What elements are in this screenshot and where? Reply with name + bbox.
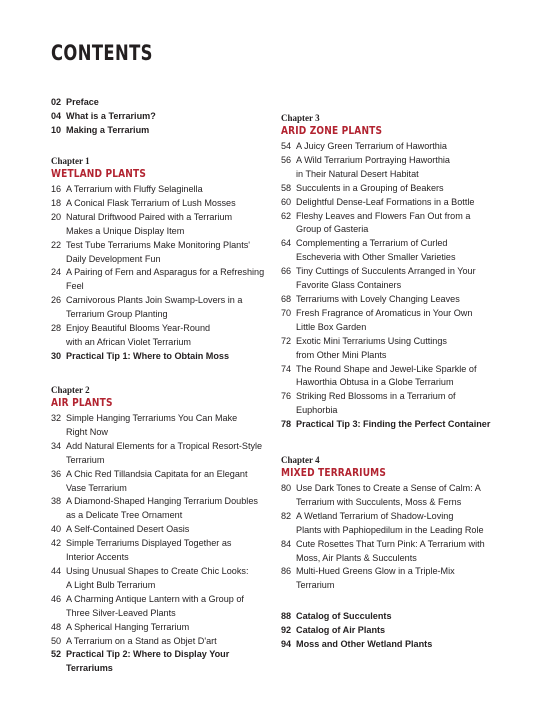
- page-number: 74: [281, 363, 292, 374]
- entry-title-line: Terrarium: [296, 580, 335, 591]
- page-number: 82: [281, 510, 292, 521]
- entry-title-line: Favorite Glass Containers: [296, 280, 402, 291]
- toc-entry: [281, 418, 501, 432]
- entry-title: What is a Terrarium?: [66, 110, 156, 121]
- entry-title-line: in Their Natural Desert Habitat: [296, 168, 419, 179]
- toc-entry: [281, 510, 501, 538]
- toc-entry: [281, 363, 501, 391]
- chapter-3-section: [281, 113, 501, 432]
- page-number: 20: [51, 211, 62, 222]
- page-number: 18: [51, 197, 62, 208]
- toc-entry: [51, 322, 271, 350]
- page-number: 64: [281, 238, 292, 249]
- page-number: 54: [281, 141, 292, 151]
- toc-entry: [51, 523, 271, 537]
- entry-title-line: Moss, Air Plants & Succulents: [296, 552, 417, 563]
- toc-entry: [281, 638, 501, 652]
- entry-title-line: A Diamond-Shaped Hanging Terrarium Doubles: [66, 496, 258, 507]
- entry-title-line: Add Natural Elements for a Tropical Resort-Style: [66, 440, 263, 451]
- toc-entry: [281, 482, 501, 510]
- entry-title-line: Makes a Unique Display Item: [66, 225, 185, 236]
- chapter-1-section: [51, 156, 271, 364]
- toc-entry: [281, 293, 501, 307]
- chapter-label: Chapter 2: [51, 385, 90, 395]
- entry-title-line: Use Dark Tones to Create a Sense of Calm: A: [296, 483, 481, 493]
- entry-title: Preface: [66, 97, 99, 107]
- entry-title-line: Daily Development Fun: [66, 253, 161, 264]
- page-number: 30: [51, 350, 62, 361]
- entry-title-line: Practical Tip 2: Where to Display Your: [66, 649, 230, 660]
- toc-entry: [281, 390, 501, 418]
- page-number: 78: [281, 419, 292, 430]
- entry-title-line: Vase Terrarium: [66, 482, 127, 493]
- entry-title-line: A Terrarium with Fluffy Selaginella: [66, 184, 203, 194]
- chapter-title: MIXED TERRARIUMS: [281, 466, 386, 479]
- entry-title-line: Striking Red Blossoms in a Terrarium of: [296, 391, 456, 402]
- toc-entry: [51, 648, 271, 676]
- toc-entry: [51, 294, 271, 322]
- page-number: 38: [51, 496, 62, 507]
- chapter-2-section: [51, 385, 271, 676]
- entry-title-line: Terrarium Group Planting: [66, 309, 168, 320]
- entry-title-line: Enjoy Beautiful Blooms Year-Round: [66, 323, 211, 334]
- page-number: 60: [281, 196, 292, 207]
- page-number: 44: [51, 565, 62, 576]
- entry-title-line: Simple Hanging Terrariums You Can Make: [66, 413, 238, 423]
- page-number: 10: [51, 124, 62, 135]
- entry-title-line: A Chic Red Tillandsia Capitata for an Elegant: [66, 468, 248, 479]
- page-number: 26: [51, 295, 62, 306]
- toc-entry: [281, 335, 501, 363]
- toc-entry: [51, 110, 271, 124]
- toc-entry: [281, 307, 501, 335]
- chapter-label: Chapter 1: [51, 156, 90, 166]
- entry-title-line: Exotic Mini Terrariums Using Cuttings: [296, 335, 447, 346]
- toc-entry: [51, 537, 271, 565]
- toc-entry: [281, 210, 501, 238]
- entry-title-line: A Pairing of Fern and Asparagus for a Refreshing: [66, 267, 265, 278]
- page-number: 16: [51, 184, 62, 194]
- chapter-title: WETLAND PLANTS: [51, 167, 147, 180]
- page-number: 50: [51, 635, 62, 646]
- page-number: 76: [281, 391, 292, 402]
- page-number: 24: [51, 267, 62, 278]
- entry-title-line: Terrarium with Succulents, Moss & Ferns: [296, 496, 462, 507]
- toc-entry: [281, 237, 501, 265]
- toc-entry: [281, 565, 501, 593]
- chapter-4-section: [281, 455, 501, 593]
- entry-title-line: Cute Rosettes That Turn Pink: A Terrarium with: [296, 538, 485, 549]
- page-number: 28: [51, 323, 62, 334]
- entry-title-line: Practical Tip 1: Where to Obtain Moss: [66, 350, 230, 361]
- page-title: CONTENTS: [51, 41, 153, 65]
- entry-title-line: Natural Driftwood Paired with a Terrarium: [66, 211, 233, 222]
- page-number: 58: [281, 182, 292, 193]
- page-number: 46: [51, 593, 62, 604]
- entry-title-line: Little Box Garden: [296, 321, 367, 332]
- toc-entry: [51, 635, 271, 649]
- entry-title-line: Interior Accents: [66, 552, 129, 563]
- entry-title-line: Terrariums with Lovely Changing Leaves: [296, 293, 460, 304]
- page-number: 66: [281, 266, 292, 277]
- page-number: 32: [51, 413, 62, 423]
- page-number: 94: [281, 638, 292, 649]
- entry-title-line: Test Tube Terrariums Make Monitoring Plants': [66, 239, 251, 250]
- toc-entry: [51, 266, 271, 294]
- toc-entry: [281, 140, 501, 154]
- entry-title-line: Plants with Paphiopedilum in the Leading Role: [296, 524, 484, 535]
- entry-title-line: A Wild Terrarium Portraying Haworthia: [296, 154, 450, 165]
- page-number: 04: [51, 110, 62, 121]
- toc-entry: [51, 350, 271, 364]
- page-number: 22: [51, 239, 62, 250]
- toc-entry: [51, 468, 271, 496]
- toc-entry: [51, 239, 271, 267]
- toc-entry: [51, 96, 271, 110]
- page-number: 88: [281, 611, 292, 621]
- entry-title-line: Right Now: [66, 426, 108, 437]
- back-matter-list: [281, 610, 501, 652]
- page-number: 02: [51, 97, 62, 107]
- entry-title-line: Three Silver-Leaved Plants: [66, 607, 176, 618]
- toc-entry: [51, 211, 271, 239]
- entry-title-line: Haworthia Obtusa in a Globe Terrarium: [296, 377, 454, 388]
- front-matter-list: [51, 96, 271, 138]
- toc-entry: [51, 183, 271, 197]
- toc-entry: [281, 196, 501, 210]
- entry-title-line: A Conical Flask Terrarium of Lush Mosses: [66, 197, 236, 208]
- entry-title-line: from Other Mini Plants: [296, 349, 387, 360]
- page-number: 86: [281, 566, 292, 577]
- entry-title-line: Simple Terrariums Displayed Together as: [66, 538, 232, 549]
- page-number: 70: [281, 307, 292, 318]
- entry-title-line: Terrariums: [66, 663, 113, 674]
- page-number: 40: [51, 524, 62, 535]
- entry-title-line: Feel: [66, 281, 84, 292]
- toc-entry: [51, 124, 271, 138]
- entry-title-line: Succulents in a Grouping of Beakers: [296, 182, 444, 193]
- page-number: 80: [281, 483, 292, 493]
- chapter-label: Chapter 4: [281, 455, 320, 465]
- toc-entry: [281, 538, 501, 566]
- toc-entry: [51, 593, 271, 621]
- toc-entry: [51, 197, 271, 211]
- entry-title-line: Fleshy Leaves and Flowers Fan Out from a: [296, 210, 471, 221]
- entry-title-line: as a Delicate Tree Ornament: [66, 510, 183, 521]
- page-number: 42: [51, 538, 62, 549]
- chapter-title: ARID ZONE PLANTS: [281, 124, 383, 137]
- entry-title-line: A Charming Antique Lantern with a Group of: [66, 593, 244, 604]
- entry-title-line: Fresh Fragrance of Aromaticus in Your Own: [296, 307, 473, 318]
- toc-entry: [281, 154, 501, 182]
- entry-title-line: Group of Gasteria: [296, 224, 369, 235]
- entry-title-line: Complementing a Terrarium of Curled: [296, 238, 448, 249]
- page-number: 72: [281, 335, 292, 346]
- entry-title-line: A Wetland Terrarium of Shadow-Loving: [296, 510, 454, 521]
- page-number: 68: [281, 293, 292, 304]
- page-number: 36: [51, 468, 62, 479]
- toc-entry: [281, 624, 501, 638]
- entry-title-line: Multi-Hued Greens Glow in a Triple-Mix: [296, 566, 455, 577]
- entry-title-line: Practical Tip 3: Finding the Perfect Container: [296, 419, 491, 430]
- entry-title-line: A Terrarium on a Stand as Objet D'art: [66, 635, 217, 646]
- toc-entry: [281, 182, 501, 196]
- toc-entry: [281, 610, 501, 624]
- entry-title: Making a Terrarium: [66, 124, 150, 135]
- toc-entry: [51, 565, 271, 593]
- page-number: 52: [51, 649, 62, 660]
- chapter-label: Chapter 3: [281, 113, 320, 123]
- page-number: 84: [281, 538, 292, 549]
- toc-entry: [51, 621, 271, 635]
- chapter-title: AIR PLANTS: [51, 396, 113, 409]
- entry-title: Moss and Other Wetland Plants: [296, 638, 433, 649]
- entry-title-line: Terrarium: [66, 454, 105, 465]
- page-number: 56: [281, 154, 292, 165]
- page-number: 34: [51, 440, 62, 451]
- entry-title-line: The Round Shape and Jewel-Like Sparkle of: [296, 363, 477, 374]
- entry-title-line: Tiny Cuttings of Succulents Arranged in Your: [296, 266, 476, 277]
- toc-entry: [51, 440, 271, 468]
- entry-title-line: Euphorbia: [296, 405, 338, 416]
- page-number: 92: [281, 624, 292, 635]
- entry-title-line: A Juicy Green Terrarium of Haworthia: [296, 141, 447, 151]
- entry-title: Catalog of Air Plants: [296, 624, 386, 635]
- toc-entry: [51, 495, 271, 523]
- entry-title-line: A Spherical Hanging Terrarium: [66, 621, 190, 632]
- entry-title-line: A Self-Contained Desert Oasis: [66, 524, 190, 535]
- toc-entry: [51, 412, 271, 440]
- entry-title-line: Using Unusual Shapes to Create Chic Looks:: [66, 565, 249, 576]
- entry-title-line: Escheveria with Other Smaller Varieties: [296, 252, 456, 263]
- page-number: 48: [51, 621, 62, 632]
- entry-title: Catalog of Succulents: [296, 611, 392, 621]
- entry-title-line: with an African Violet Terrarium: [66, 336, 192, 347]
- page-number: 62: [281, 210, 292, 221]
- entry-title-line: A Light Bulb Terrarium: [66, 579, 156, 590]
- toc-entry: [281, 265, 501, 293]
- entry-title-line: Carnivorous Plants Join Swamp-Lovers in a: [66, 295, 243, 306]
- entry-title-line: Delightful Dense-Leaf Formations in a Bottle: [296, 196, 475, 207]
